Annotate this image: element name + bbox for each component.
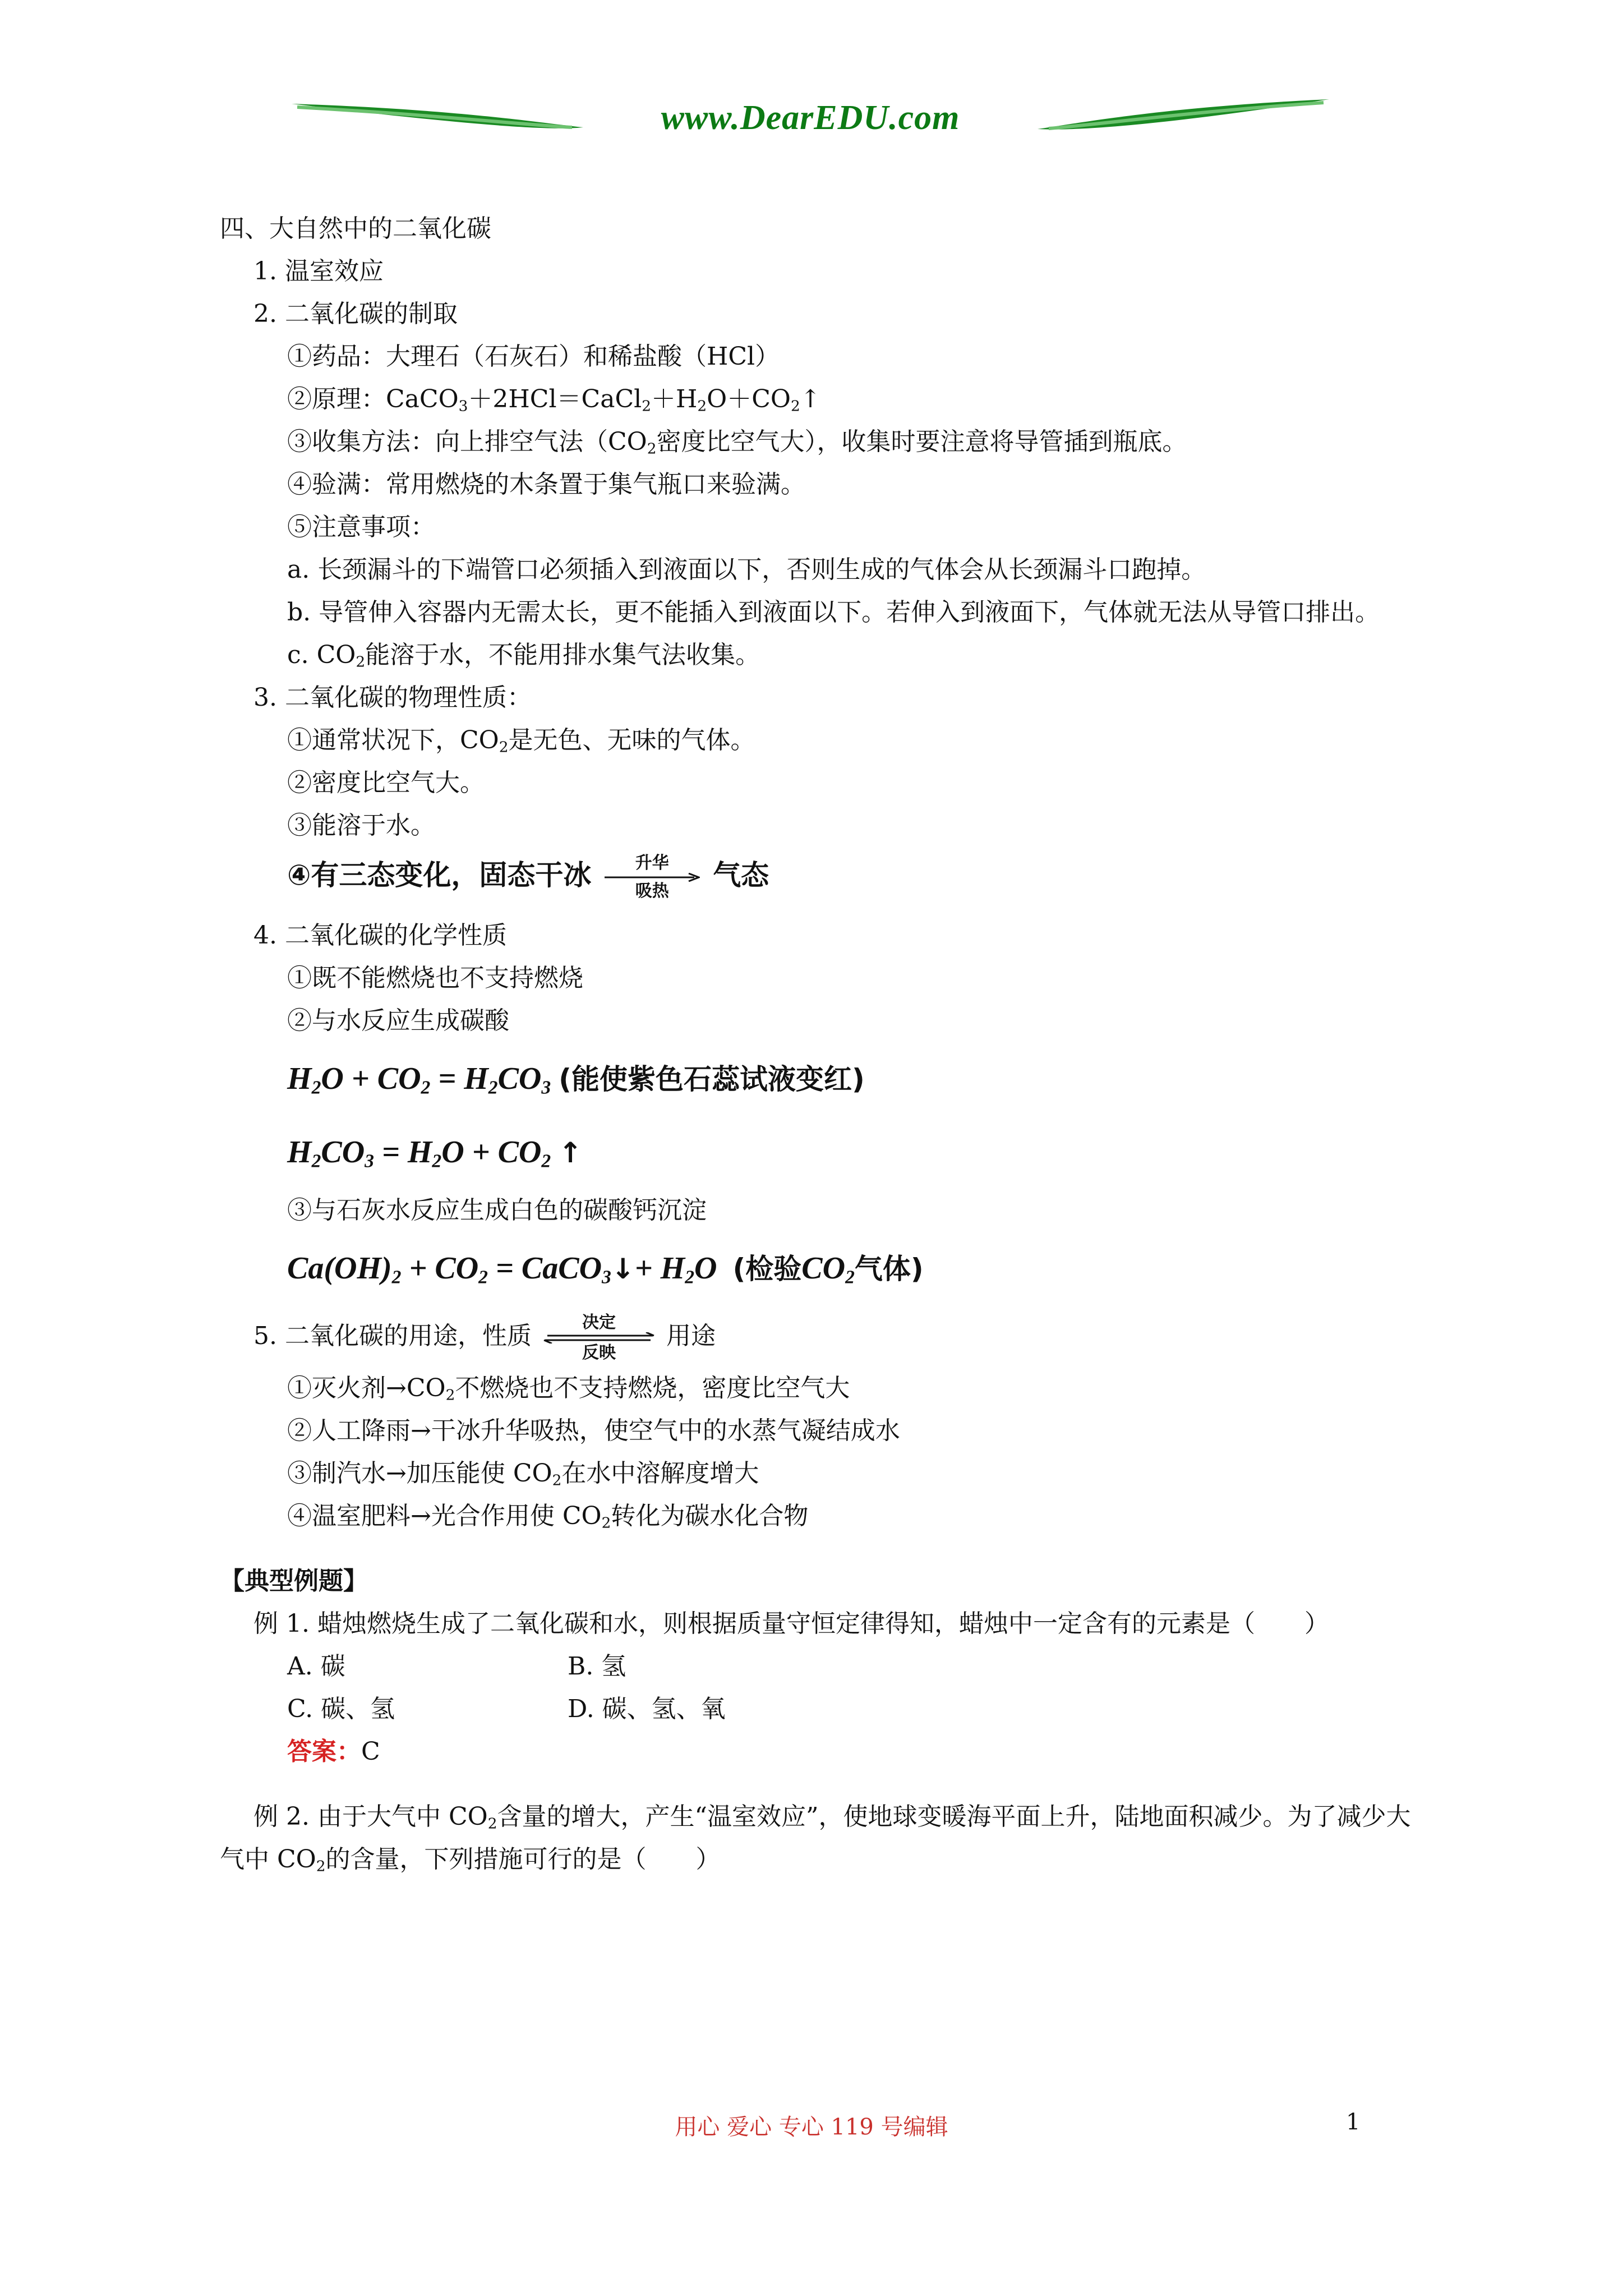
s2-heading: 2. 二氧化碳的制取 xyxy=(253,300,458,328)
option-b: B. 氢 xyxy=(568,1652,626,1681)
example-1-options-row-1 xyxy=(220,1645,1426,1688)
chem-1: ①既不能燃烧也不支持燃烧 xyxy=(287,964,583,992)
note-c: c. $CO_2$能溶于水，不能用排水集气法收集。 xyxy=(287,641,760,671)
example-2-question: 例 2. 由于大气中 $CO_2$含量的增大，产生“温室效应”，使地球变暖海平面上升，陆地面积减少。为了减少大气中 $CO_2$的含量，下列措施可行的是（ ） xyxy=(220,1802,1411,1875)
option-a: A. 碳 xyxy=(287,1652,345,1681)
footer-text: 用心 爱心 专心 119 号编辑 xyxy=(675,2114,948,2140)
document-body xyxy=(220,208,1426,1881)
use-4: ④温室肥料→光合作用使 $CO_2$转化为碳水化合物 xyxy=(287,1502,809,1532)
s4-heading: 4. 二氧化碳的化学性质 xyxy=(253,921,507,950)
note-a: a. 长颈漏斗的下端管口必须插入到液面以下，否则生成的气体会从长颈漏斗口跑掉。 xyxy=(287,555,1206,584)
s3-heading: 3. 二氧化碳的物理性质： xyxy=(253,683,532,712)
use-3: ③制汽水→加压能使 $CO_2$在水中溶解度增大 xyxy=(287,1459,759,1489)
example-1-question: 例 1. 蜡烛燃烧生成了二氧化碳和水，则根据质量守恒定律得知，蜡烛中一定含有的元素是（ ） xyxy=(253,1609,1329,1638)
use-1: ①灭火剂$\to CO_2$不燃烧也不支持燃烧，密度比空气大 xyxy=(287,1374,850,1404)
example-1-answer: 答案：C xyxy=(287,1737,380,1766)
principle-line: ②原理：$CaCO_3+2HCl=CaCl_2+H_2O+CO_2↑$ xyxy=(287,385,821,415)
chem-3: ③与石灰水反应生成白色的碳酸钙沉淀 xyxy=(287,1196,707,1225)
equation-3: $Ca(OH)_2 + CO_2$ = CaCO$_3$↓+ $H_2O$ (检验$CO_2$气体) xyxy=(287,1251,924,1288)
examples-heading: 【典型例题】 xyxy=(220,1567,368,1595)
site-header xyxy=(292,93,1329,154)
s1-heading: 1. 温室效应 xyxy=(253,257,384,286)
phys-3: ③能溶于水。 xyxy=(287,811,435,840)
chem-2: ②与水反应生成碳酸 xyxy=(287,1006,509,1035)
phys-2: ②密度比空气大。 xyxy=(287,769,485,797)
option-d: D. 碳、氢、氧 xyxy=(568,1695,726,1723)
determine-arrow: 决定 反映 xyxy=(543,1313,655,1363)
page-number: 1 xyxy=(1346,2109,1361,2135)
sublimation-arrow: 升华 吸热 xyxy=(605,854,700,901)
section-title: 四、大自然中的二氧化碳 xyxy=(220,214,491,243)
option-c: C. 碳、氢 xyxy=(287,1695,395,1723)
phys-4: ④有三态变化，固态干冰 升华 吸热 气态 xyxy=(287,853,769,901)
phys-1: ①通常状况下，$CO_2$是无色、无味的气体。 xyxy=(287,726,755,756)
example-1-options-row-2 xyxy=(220,1688,1426,1731)
collect-line: ③收集方法：向上排空气法（$CO_2$密度比空气大），收集时要注意将导管插到瓶底。 xyxy=(287,427,1187,458)
note-b: b. 导管伸入容器内无需太长，更不能插入到液面以下。若伸入到液面下，气体就无法从导管口排出。 xyxy=(287,598,1380,627)
equation-1: $H_2O + CO_2 = H_2CO_3$ (能使紫色石蕊试液变红) xyxy=(287,1061,865,1098)
note-heading: ⑤注意事项： xyxy=(287,513,435,541)
s5-heading: 5. 二氧化碳的用途，性质 决定 反映 用途 xyxy=(253,1312,716,1363)
drug-line: ①药品：大理石（石灰石）和稀盐酸（HCl） xyxy=(287,342,780,371)
use-2: ②人工降雨→干冰升华吸热，使空气中的水蒸气凝结成水 xyxy=(287,1416,900,1445)
site-logo-text: www.DearEDU.com xyxy=(661,99,960,137)
check-line: ④验满：常用燃烧的木条置于集气瓶口来验满。 xyxy=(287,470,805,499)
equation-2: $H_2CO_3 = H_2O + CO_2$ ↑ xyxy=(287,1135,583,1172)
